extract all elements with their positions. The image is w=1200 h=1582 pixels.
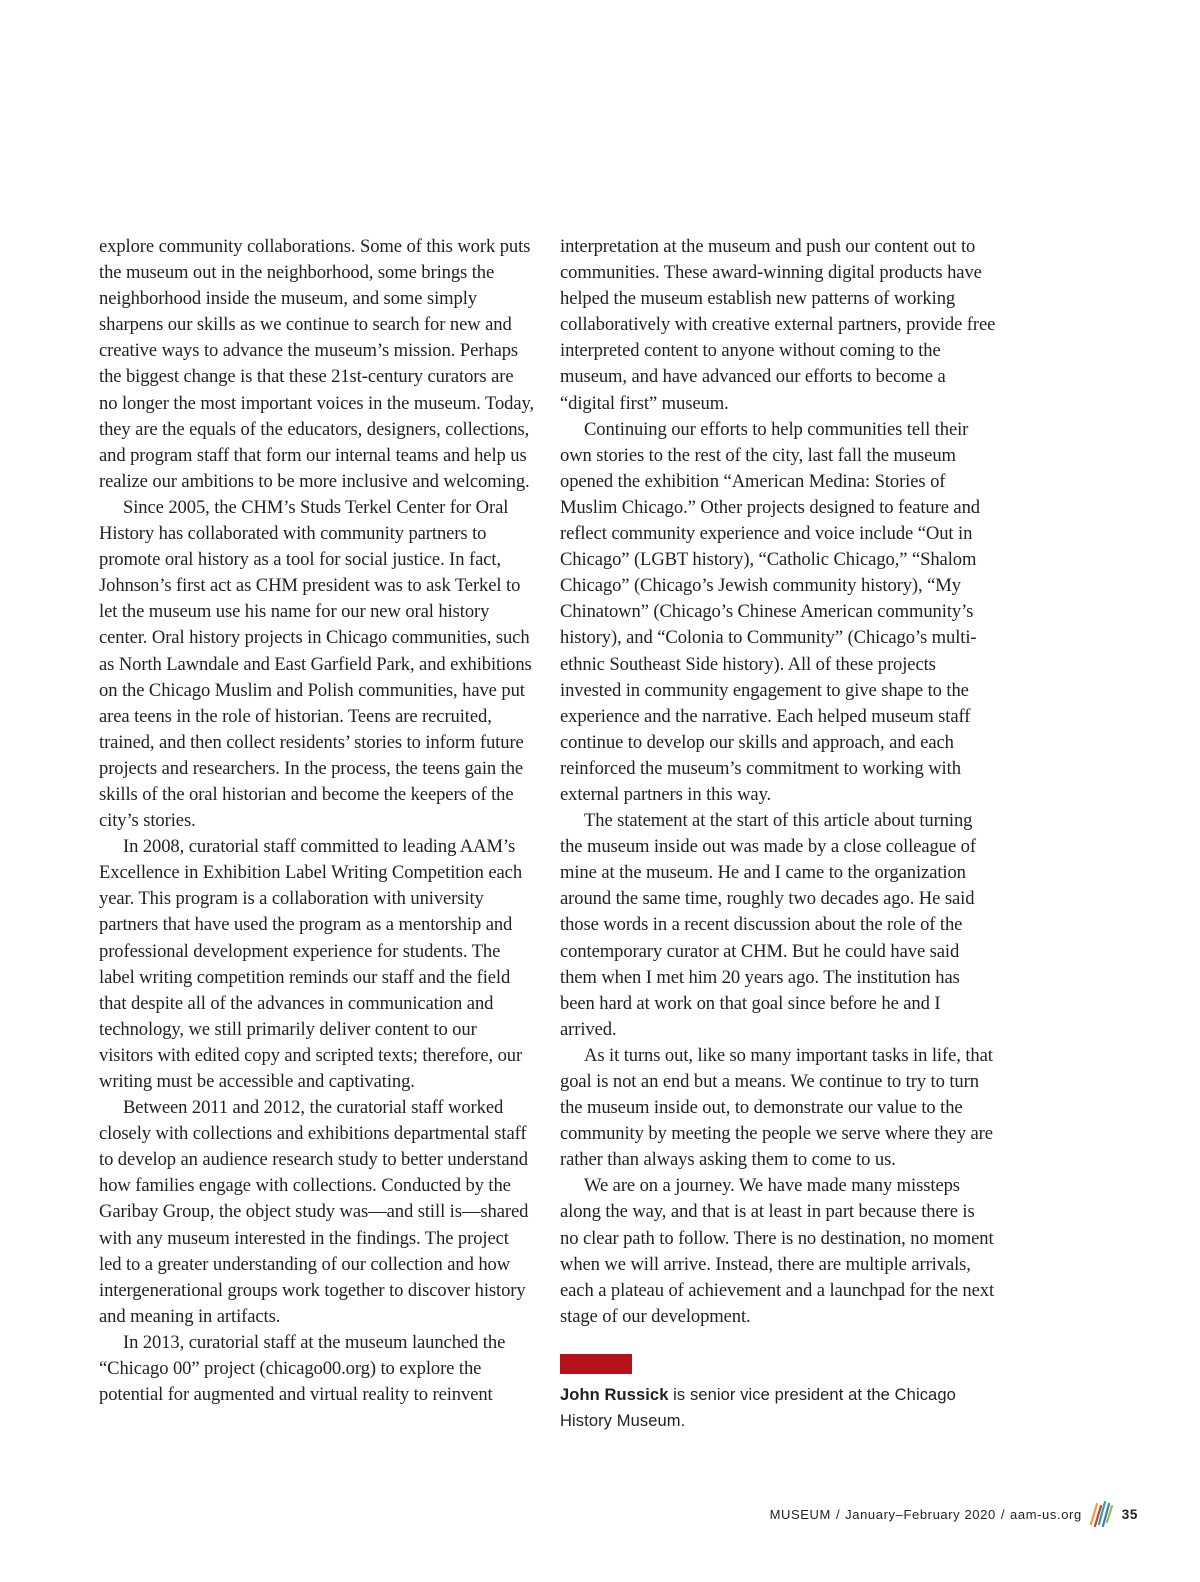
page-number: 35	[1121, 1506, 1138, 1522]
page-footer	[770, 1499, 1138, 1529]
article-left-column	[99, 234, 535, 1408]
author-bio	[560, 1382, 1000, 1434]
bio-accent-bar	[560, 1354, 632, 1374]
aam-logo-icon	[1088, 1498, 1114, 1531]
author-bio-text: is senior vice president at the Chicago History Museum.	[560, 1386, 956, 1430]
author-name: John Russick	[560, 1386, 669, 1404]
paragraph: The statement at the start of this article about turning the museum inside out was made by a close colleague of mine at the museum. He and I came to the organization around the same time, roughly two decades ago. He said those words in a recent discussion about the role of the contemporary curator at CHM. But he could have said them when I met him 20 years ago. The institution has been hard at work on that goal since before he and I arrived.	[560, 810, 976, 1040]
footer-separator: /	[835, 1506, 841, 1522]
paragraph: Between 2011 and 2012, the curatorial staff worked closely with collections and exhibitions departmental staff to develop an audience research study to better understand how families engage with collections. Conducted by the Garibay Group, the object study was—and still is—shared with any museum interested in the findings. The project led to a greater understanding of our collection and how intergenerational groups work together to discover history and meaning in artifacts.	[99, 1097, 529, 1327]
paragraph: In 2008, curatorial staff committed to leading AAM’s Excellence in Exhibition Label Writing Competition each year. This program is a collaboration with university partners that have used the program as a mentorship and professional development experience for students. The label writing competition reminds our staff and the field that despite all of the advances in communication and technology, we still primarily deliver content to our visitors with edited copy and scripted texts; therefore, our writing must be accessible and captivating.	[99, 836, 523, 1092]
footer-website: aam-us.org	[1010, 1506, 1082, 1522]
article-right-column	[560, 234, 996, 1330]
footer-separator: /	[1000, 1506, 1006, 1522]
paragraph: We are on a journey. We have made many missteps along the way, and that is at least in part because there is no clear path to follow. There is no destination, no moment when we will arrive. Instead, there are multiple arrivals, each a plateau of achievement and a launchpad for the next stage of our development.	[560, 1175, 995, 1327]
paragraph: Since 2005, the CHM’s Studs Terkel Center for Oral History has collaborated with community partners to promote oral history as a tool for social justice. In fact, Johnson’s first act as CHM president was to ask Terkel to let the museum use his name for our new oral history center. Oral history projects in Chicago communities, such as North Lawndale and East Garfield Park, and exhibitions on the Chicago Muslim and Polish communities, have put area teens in the role of historian. Teens are recruited, trained, and then collect residents’ stories to inform future projects and researchers. In the process, the teens gain the skills of the oral historian and become the keepers of the city’s stories.	[99, 496, 532, 832]
footer-issue: January–February 2020	[845, 1506, 996, 1522]
paragraph: explore community collaborations. Some of this work puts the museum out in the neighborhood, some brings the neighborhood inside the museum, and some simply sharpens our skills as we continue to search for new and creative ways to advance the museum’s mission. Perhaps the biggest change is that these 21st-century curators are no longer the most important voices in the museum. Today, they are the equals of the educators, designers, collections, and program staff that form our internal teams and help us realize our ambitions to be more inclusive and welcoming.	[99, 236, 535, 492]
paragraph: As it turns out, like so many important tasks in life, that goal is not an end but a means. We continue to try to turn the museum inside out, to demonstrate our value to the community by meeting the people we serve where they are rather than always asking them to come to us.	[560, 1044, 993, 1171]
paragraph: interpretation at the museum and push our content out to communities. These award-winning digital products have helped the museum establish new patterns of working collaboratively with creative external partners, provide free interpreted content to anyone without coming to the museum, and have advanced our efforts to become a “digital first” museum.	[560, 236, 996, 414]
paragraph: Continuing our efforts to help communities tell their own stories to the rest of the city, last fall the museum opened the exhibition “American Medina: Stories of Muslim Chicago.” Other projects designed to feature and reflect community experience and voice include “Out in Chicago” (LGBT history), “Catholic Chicago,” “Shalom Chicago” (Chicago’s Jewish community history), “My Chinatown” (Chicago’s Chinese American community’s history), and “Colonia to Community” (Chicago’s multi-ethnic Southeast Side history). All of these projects invested in community engagement to give shape to the experience and the narrative. Each helped museum staff continue to develop our skills and approach, and each reinforced the museum’s commitment to working with external partners in this way.	[560, 418, 980, 805]
footer-publication: MUSEUM	[769, 1506, 831, 1522]
paragraph: In 2013, curatorial staff at the museum launched the “Chicago 00” project (chicago00.org) to explore the potential for augmented and virtual reality to reinvent	[99, 1331, 506, 1406]
